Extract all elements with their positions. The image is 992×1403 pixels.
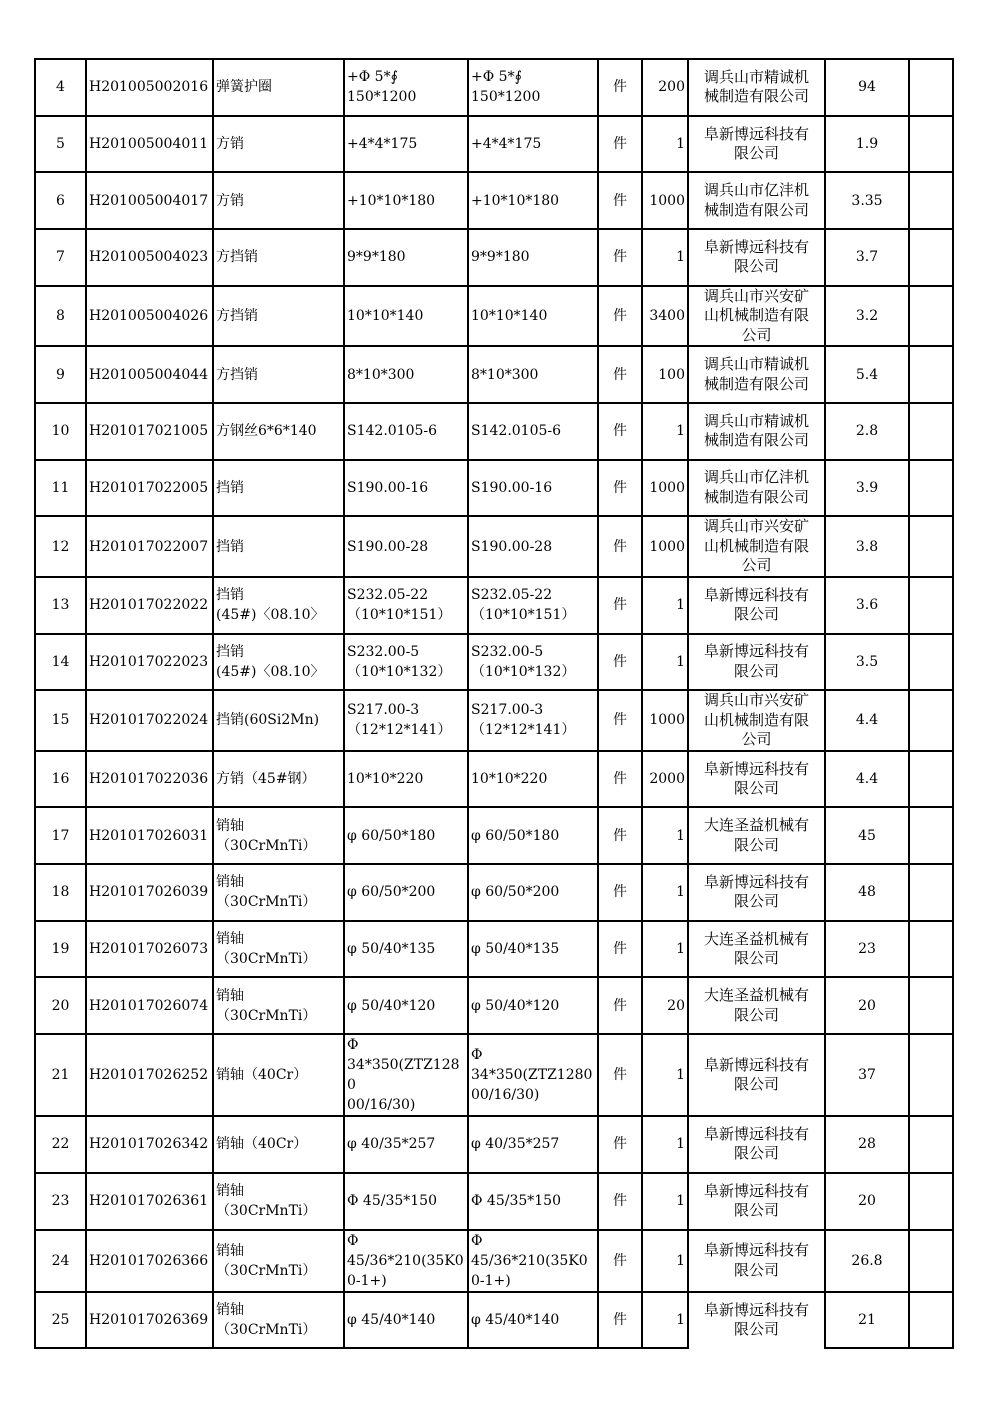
item-name-cell: 销轴 （30CrMnTi） <box>213 977 344 1034</box>
specification-cell: S142.0105-6 <box>344 403 468 460</box>
unit-cell: 件 <box>598 460 642 517</box>
model-cell: S190.00-16 <box>468 460 598 517</box>
specification-cell: 8*10*300 <box>344 346 468 403</box>
item-name-cell: 方挡销 <box>213 346 344 403</box>
material-code-cell: H201017026369 <box>86 1292 213 1349</box>
row-number-cell: 14 <box>35 634 86 691</box>
remark-cell <box>909 1173 953 1230</box>
unit-cell: 件 <box>598 1116 642 1173</box>
item-name-cell: 销轴 （30CrMnTi） <box>213 864 344 921</box>
remark-cell <box>909 116 953 173</box>
table-row <box>35 1292 953 1349</box>
price-cell: 48 <box>825 864 909 921</box>
quantity-cell: 1 <box>642 403 688 460</box>
unit-cell: 件 <box>598 751 642 808</box>
supplier-cell: 调兵山市精诚机 械制造有限公司 <box>688 403 825 460</box>
material-code-cell: H201005002016 <box>86 59 213 116</box>
model-cell: φ 60/50*200 <box>468 864 598 921</box>
quantity-cell: 1 <box>642 116 688 173</box>
price-cell: 37 <box>825 1034 909 1116</box>
specification-cell: S217.00-3 （12*12*141） <box>344 690 468 751</box>
unit-cell: 件 <box>598 59 642 116</box>
quantity-cell: 100 <box>642 346 688 403</box>
specification-cell: Φ 45/36*210(35K0 0-1+) <box>344 1230 468 1292</box>
price-cell: 94 <box>825 59 909 116</box>
row-number-cell: 5 <box>35 116 86 173</box>
model-cell: φ 50/40*135 <box>468 921 598 978</box>
specification-cell: φ 50/40*135 <box>344 921 468 978</box>
supplier-cell: 阜新博远科技有 限公司 <box>688 116 825 173</box>
table-row <box>35 807 953 864</box>
table-row <box>35 864 953 921</box>
item-name-cell: 销轴（40Cr） <box>213 1034 344 1116</box>
specification-cell: φ 40/35*257 <box>344 1116 468 1173</box>
remark-cell <box>909 577 953 634</box>
supplier-cell: 大连圣益机械有 限公司 <box>688 807 825 864</box>
item-name-cell: 方钢丝6*6*140 <box>213 403 344 460</box>
table-row <box>35 460 953 517</box>
specification-cell: φ 50/40*120 <box>344 977 468 1034</box>
quantity-cell: 1 <box>642 577 688 634</box>
price-cell: 28 <box>825 1116 909 1173</box>
table-row <box>35 1116 953 1173</box>
unit-cell: 件 <box>598 1034 642 1116</box>
supplier-cell: 阜新博远科技有 限公司 <box>688 1292 825 1349</box>
material-code-cell: H201017026366 <box>86 1230 213 1292</box>
material-code-cell: H201005004044 <box>86 346 213 403</box>
remark-cell <box>909 751 953 808</box>
table-body <box>35 59 953 1348</box>
item-name-cell: 销轴 （30CrMnTi） <box>213 1292 344 1349</box>
unit-cell: 件 <box>598 864 642 921</box>
material-code-cell: H201017022036 <box>86 751 213 808</box>
material-code-cell: H201017022005 <box>86 460 213 517</box>
table-row <box>35 229 953 286</box>
table-row <box>35 1034 953 1116</box>
supplier-cell: 调兵山市兴安矿 山机械制造有限 公司 <box>688 516 825 577</box>
row-number-cell: 25 <box>35 1292 86 1349</box>
material-code-cell: H201017026074 <box>86 977 213 1034</box>
material-code-cell: H201005004011 <box>86 116 213 173</box>
model-cell: +10*10*180 <box>468 172 598 229</box>
quantity-cell: 1 <box>642 921 688 978</box>
model-cell: φ 45/40*140 <box>468 1292 598 1349</box>
material-code-cell: H201005004017 <box>86 172 213 229</box>
row-number-cell: 13 <box>35 577 86 634</box>
supplier-cell: 阜新博远科技有 限公司 <box>688 1034 825 1116</box>
table-row <box>35 921 953 978</box>
quantity-cell: 1000 <box>642 172 688 229</box>
row-number-cell: 10 <box>35 403 86 460</box>
specification-cell: Φ 34*350(ZTZ1280 00/16/30) <box>344 1034 468 1116</box>
quantity-cell: 1 <box>642 1116 688 1173</box>
remark-cell <box>909 690 953 751</box>
supplier-cell: 调兵山市兴安矿 山机械制造有限 公司 <box>688 286 825 347</box>
unit-cell: 件 <box>598 634 642 691</box>
material-code-cell: H201005004026 <box>86 286 213 347</box>
quantity-cell: 1 <box>642 807 688 864</box>
remark-cell <box>909 59 953 116</box>
unit-cell: 件 <box>598 690 642 751</box>
unit-cell: 件 <box>598 116 642 173</box>
specification-cell: φ 60/50*180 <box>344 807 468 864</box>
supplier-cell: 阜新博远科技有 限公司 <box>688 229 825 286</box>
item-name-cell: 挡销 (45#)〈08.10〉 <box>213 577 344 634</box>
model-cell: 9*9*180 <box>468 229 598 286</box>
price-cell: 26.8 <box>825 1230 909 1292</box>
quantity-cell: 1000 <box>642 516 688 577</box>
table-row <box>35 403 953 460</box>
price-cell: 2.8 <box>825 403 909 460</box>
model-cell: φ 60/50*180 <box>468 807 598 864</box>
remark-cell <box>909 1116 953 1173</box>
supplier-cell: 大连圣益机械有 限公司 <box>688 921 825 978</box>
model-cell: +Φ 5*∮ 150*1200 <box>468 59 598 116</box>
supplier-cell: 调兵山市亿沣机 械制造有限公司 <box>688 172 825 229</box>
row-number-cell: 21 <box>35 1034 86 1116</box>
supplier-cell: 阜新博远科技有 限公司 <box>688 1230 825 1292</box>
item-name-cell: 销轴 （30CrMnTi） <box>213 1230 344 1292</box>
material-code-cell: H201017022023 <box>86 634 213 691</box>
price-cell: 20 <box>825 1173 909 1230</box>
row-number-cell: 7 <box>35 229 86 286</box>
unit-cell: 件 <box>598 1173 642 1230</box>
row-number-cell: 19 <box>35 921 86 978</box>
supplier-cell: 调兵山市精诚机 械制造有限公司 <box>688 346 825 403</box>
item-name-cell: 挡销 <box>213 460 344 517</box>
item-name-cell: 方挡销 <box>213 229 344 286</box>
row-number-cell: 4 <box>35 59 86 116</box>
row-number-cell: 12 <box>35 516 86 577</box>
quantity-cell: 1 <box>642 634 688 691</box>
quantity-cell: 1 <box>642 1173 688 1230</box>
remark-cell <box>909 516 953 577</box>
unit-cell: 件 <box>598 229 642 286</box>
row-number-cell: 9 <box>35 346 86 403</box>
model-cell: S232.05-22 （10*10*151） <box>468 577 598 634</box>
unit-cell: 件 <box>598 346 642 403</box>
item-name-cell: 方销 <box>213 172 344 229</box>
row-number-cell: 8 <box>35 286 86 347</box>
quantity-cell: 1 <box>642 1230 688 1292</box>
row-number-cell: 22 <box>35 1116 86 1173</box>
remark-cell <box>909 286 953 347</box>
quantity-cell: 200 <box>642 59 688 116</box>
unit-cell: 件 <box>598 807 642 864</box>
material-code-cell: H201017026342 <box>86 1116 213 1173</box>
table-row <box>35 1230 953 1292</box>
unit-cell: 件 <box>598 516 642 577</box>
price-cell: 3.8 <box>825 516 909 577</box>
remark-cell <box>909 460 953 517</box>
quantity-cell: 3400 <box>642 286 688 347</box>
quantity-cell: 1 <box>642 864 688 921</box>
specification-cell: φ 60/50*200 <box>344 864 468 921</box>
specification-cell: S190.00-28 <box>344 516 468 577</box>
table-row <box>35 286 953 347</box>
unit-cell: 件 <box>598 403 642 460</box>
material-code-cell: H201017022022 <box>86 577 213 634</box>
table-row <box>35 977 953 1034</box>
specification-cell: 9*9*180 <box>344 229 468 286</box>
remark-cell <box>909 921 953 978</box>
supplier-cell: 阜新博远科技有 限公司 <box>688 864 825 921</box>
unit-cell: 件 <box>598 1292 642 1349</box>
material-code-cell: H201017026252 <box>86 1034 213 1116</box>
model-cell: Φ 45/36*210(35K0 0-1+) <box>468 1230 598 1292</box>
price-cell: 3.7 <box>825 229 909 286</box>
quantity-cell: 20 <box>642 977 688 1034</box>
parts-price-table <box>34 58 954 1349</box>
item-name-cell: 挡销(60Si2Mn) <box>213 690 344 751</box>
material-code-cell: H201017022024 <box>86 690 213 751</box>
item-name-cell: 销轴 （30CrMnTi） <box>213 807 344 864</box>
quantity-cell: 1 <box>642 1034 688 1116</box>
material-code-cell: H201005004023 <box>86 229 213 286</box>
price-cell: 5.4 <box>825 346 909 403</box>
remark-cell <box>909 1292 953 1349</box>
price-cell: 23 <box>825 921 909 978</box>
quantity-cell: 2000 <box>642 751 688 808</box>
unit-cell: 件 <box>598 977 642 1034</box>
supplier-cell: 阜新博远科技有 限公司 <box>688 751 825 808</box>
item-name-cell: 方挡销 <box>213 286 344 347</box>
item-name-cell: 挡销 (45#)〈08.10〉 <box>213 634 344 691</box>
model-cell: S190.00-28 <box>468 516 598 577</box>
unit-cell: 件 <box>598 1230 642 1292</box>
quantity-cell: 1000 <box>642 690 688 751</box>
price-cell: 21 <box>825 1292 909 1349</box>
item-name-cell: 销轴 （30CrMnTi） <box>213 921 344 978</box>
table-row <box>35 634 953 691</box>
material-code-cell: H201017026039 <box>86 864 213 921</box>
price-cell: 45 <box>825 807 909 864</box>
table-row <box>35 516 953 577</box>
row-number-cell: 23 <box>35 1173 86 1230</box>
table-row <box>35 172 953 229</box>
supplier-cell: 大连圣益机械有 限公司 <box>688 977 825 1034</box>
item-name-cell: 销轴（40Cr） <box>213 1116 344 1173</box>
specification-cell: S190.00-16 <box>344 460 468 517</box>
model-cell: Φ 45/35*150 <box>468 1173 598 1230</box>
price-cell: 3.2 <box>825 286 909 347</box>
remark-cell <box>909 346 953 403</box>
model-cell: Φ 34*350(ZTZ1280 00/16/30) <box>468 1034 598 1116</box>
row-number-cell: 18 <box>35 864 86 921</box>
specification-cell: +10*10*180 <box>344 172 468 229</box>
remark-cell <box>909 229 953 286</box>
item-name-cell: 方销（45#钢） <box>213 751 344 808</box>
item-name-cell: 挡销 <box>213 516 344 577</box>
specification-cell: Φ 45/35*150 <box>344 1173 468 1230</box>
unit-cell: 件 <box>598 172 642 229</box>
specification-cell: S232.00-5 （10*10*132） <box>344 634 468 691</box>
remark-cell <box>909 807 953 864</box>
model-cell: φ 50/40*120 <box>468 977 598 1034</box>
row-number-cell: 11 <box>35 460 86 517</box>
row-number-cell: 6 <box>35 172 86 229</box>
model-cell: 10*10*220 <box>468 751 598 808</box>
supplier-cell: 调兵山市亿沣机 械制造有限公司 <box>688 460 825 517</box>
price-cell: 20 <box>825 977 909 1034</box>
specification-cell: 10*10*220 <box>344 751 468 808</box>
price-cell: 3.5 <box>825 634 909 691</box>
price-cell: 3.6 <box>825 577 909 634</box>
supplier-cell: 阜新博远科技有 限公司 <box>688 634 825 691</box>
unit-cell: 件 <box>598 286 642 347</box>
price-cell: 4.4 <box>825 751 909 808</box>
supplier-cell: 阜新博远科技有 限公司 <box>688 1116 825 1173</box>
supplier-cell: 阜新博远科技有 限公司 <box>688 1173 825 1230</box>
price-cell: 4.4 <box>825 690 909 751</box>
item-name-cell: 方销 <box>213 116 344 173</box>
table-row <box>35 751 953 808</box>
unit-cell: 件 <box>598 577 642 634</box>
remark-cell <box>909 172 953 229</box>
supplier-cell: 调兵山市兴安矿 山机械制造有限 公司 <box>688 690 825 751</box>
item-name-cell: 销轴 （30CrMnTi） <box>213 1173 344 1230</box>
specification-cell: S232.05-22 （10*10*151） <box>344 577 468 634</box>
row-number-cell: 16 <box>35 751 86 808</box>
row-number-cell: 17 <box>35 807 86 864</box>
row-number-cell: 20 <box>35 977 86 1034</box>
row-number-cell: 24 <box>35 1230 86 1292</box>
model-cell: S142.0105-6 <box>468 403 598 460</box>
remark-cell <box>909 1230 953 1292</box>
material-code-cell: H201017021005 <box>86 403 213 460</box>
material-code-cell: H201017022007 <box>86 516 213 577</box>
table-row <box>35 577 953 634</box>
row-number-cell: 15 <box>35 690 86 751</box>
price-cell: 3.9 <box>825 460 909 517</box>
table-row <box>35 1173 953 1230</box>
model-cell: +4*4*175 <box>468 116 598 173</box>
model-cell: S217.00-3 （12*12*141） <box>468 690 598 751</box>
remark-cell <box>909 1034 953 1116</box>
remark-cell <box>909 977 953 1034</box>
material-code-cell: H201017026361 <box>86 1173 213 1230</box>
table-row <box>35 59 953 116</box>
specification-cell: φ 45/40*140 <box>344 1292 468 1349</box>
table-row <box>35 116 953 173</box>
price-cell: 3.35 <box>825 172 909 229</box>
supplier-cell: 调兵山市精诚机 械制造有限公司 <box>688 59 825 116</box>
price-cell: 1.9 <box>825 116 909 173</box>
item-name-cell: 弹簧护圈 <box>213 59 344 116</box>
unit-cell: 件 <box>598 921 642 978</box>
specification-cell: +4*4*175 <box>344 116 468 173</box>
material-code-cell: H201017026073 <box>86 921 213 978</box>
quantity-cell: 1000 <box>642 460 688 517</box>
model-cell: 8*10*300 <box>468 346 598 403</box>
remark-cell <box>909 634 953 691</box>
remark-cell <box>909 403 953 460</box>
table-row <box>35 690 953 751</box>
table-row <box>35 346 953 403</box>
remark-cell <box>909 864 953 921</box>
material-code-cell: H201017026031 <box>86 807 213 864</box>
model-cell: φ 40/35*257 <box>468 1116 598 1173</box>
model-cell: 10*10*140 <box>468 286 598 347</box>
quantity-cell: 1 <box>642 229 688 286</box>
specification-cell: +Φ 5*∮ 150*1200 <box>344 59 468 116</box>
model-cell: S232.00-5 （10*10*132） <box>468 634 598 691</box>
quantity-cell: 1 <box>642 1292 688 1349</box>
supplier-cell: 阜新博远科技有 限公司 <box>688 577 825 634</box>
specification-cell: 10*10*140 <box>344 286 468 347</box>
